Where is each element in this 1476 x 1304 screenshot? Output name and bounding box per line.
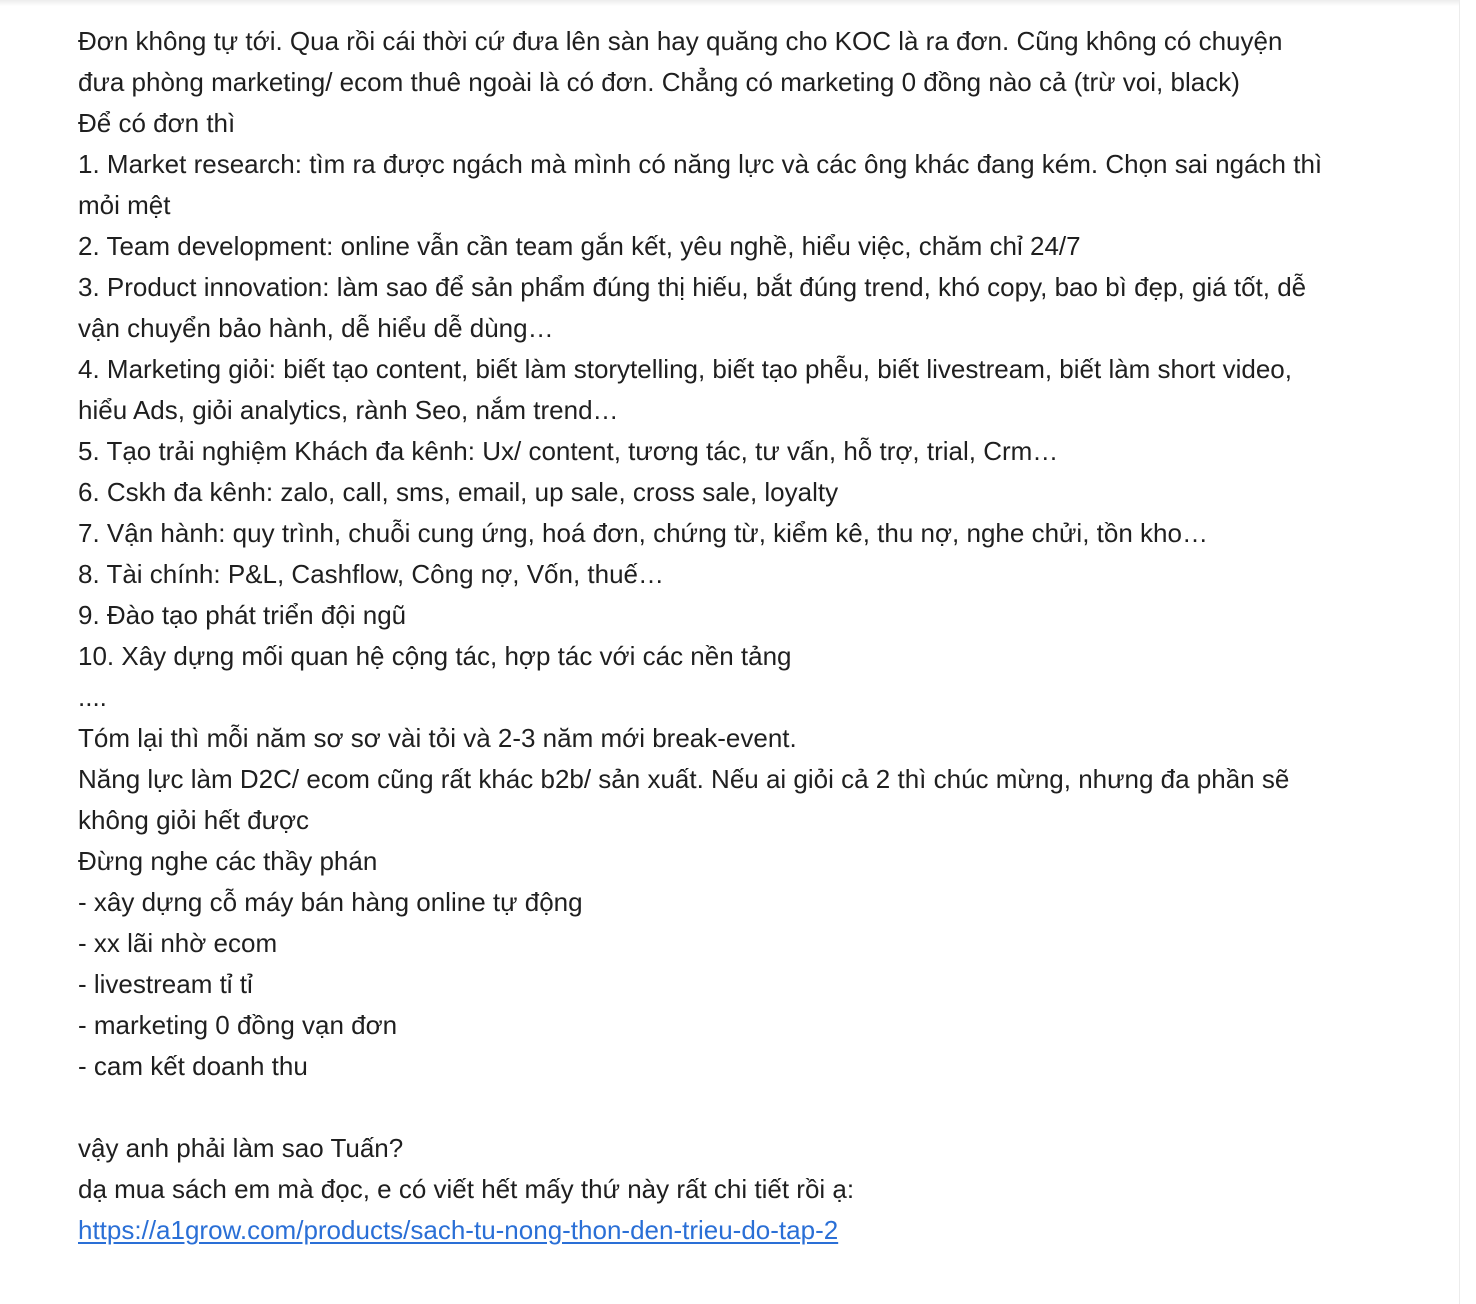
post-paragraph: 6. Cskh đa kênh: zalo, call, sms, email, up sale, cross sale, loyalty xyxy=(78,477,839,507)
post-blank-line xyxy=(78,1087,1328,1128)
post-paragraph: 2. Team development: online vẫn cần team gắn kết, yêu nghề, hiểu việc, chăm chỉ 24/7 xyxy=(78,231,1081,261)
post-paragraph: - livestream tỉ tỉ xyxy=(78,969,253,999)
post-paragraph: 3. Product innovation: làm sao để sản phẩm đúng thị hiếu, bắt đúng trend, khó copy, bao bì đẹp, giá tốt, dễ vận chuyển bảo hành, dễ hiểu dễ dùng… xyxy=(78,272,1314,343)
post-paragraph: dạ mua sách em mà đọc, e có viết hết mấy thứ này rất chi tiết rồi ạ: xyxy=(78,1174,855,1204)
post-paragraph: 10. Xây dựng mối quan hệ cộng tác, hợp tác với các nền tảng xyxy=(78,641,792,671)
post-paragraph: .... xyxy=(78,682,107,712)
post-paragraph: 8. Tài chính: P&L, Cashflow, Công nợ, Vốn, thuế… xyxy=(78,559,665,589)
post-paragraph: Đơn không tự tới. Qua rồi cái thời cứ đưa lên sàn hay quăng cho KOC là ra đơn. Cũng không có chuyện đưa phòng marketing/ ecom thuê ngoài là có đơn. Chẳng có marketing 0 đồng nào cả (trừ voi, black) xyxy=(78,26,1290,97)
post-paragraph: 5. Tạo trải nghiệm Khách đa kênh: Ux/ content, tương tác, tư vấn, hỗ trợ, trial, Crm… xyxy=(78,436,1059,466)
post-paragraph: vậy anh phải làm sao Tuấn? xyxy=(78,1133,404,1163)
post-paragraph: 1. Market research: tìm ra được ngách mà mình có năng lực và các ông khác đang kém. Chọn sai ngách thì mỏi mệt xyxy=(78,149,1330,220)
post-paragraph: - marketing 0 đồng vạn đơn xyxy=(78,1010,398,1040)
book-product-link[interactable]: https://a1grow.com/products/sach-tu-nong-thon-den-trieu-do-tap-2 xyxy=(78,1215,839,1245)
post-paragraph: 9. Đào tạo phát triển đội ngũ xyxy=(78,600,407,630)
post-paragraph: 7. Vận hành: quy trình, chuỗi cung ứng, hoá đơn, chứng từ, kiểm kê, thu nợ, nghe chửi, tồn kho… xyxy=(78,518,1208,548)
page-top-shadow xyxy=(0,0,1460,6)
post-paragraph: Tóm lại thì mỗi năm sơ sơ vài tỏi và 2-3 năm mới break-event. xyxy=(78,723,797,753)
post-paragraph: - xây dựng cỗ máy bán hàng online tự động xyxy=(78,887,583,917)
post-paragraph: 4. Marketing giỏi: biết tạo content, biết làm storytelling, biết tạo phễu, biết livestream, biết làm short video, hiểu Ads, giỏi analytics, rành Seo, nắm trend… xyxy=(78,354,1300,425)
scrollbar-track[interactable] xyxy=(1459,0,1476,1304)
post-paragraph: - xx lãi nhờ ecom xyxy=(78,928,278,958)
post-paragraph: Đừng nghe các thầy phán xyxy=(78,846,378,876)
post-paragraph: - cam kết doanh thu xyxy=(78,1051,308,1081)
post-body xyxy=(78,21,1328,1251)
post-paragraph: Năng lực làm D2C/ ecom cũng rất khác b2b/ sản xuất. Nếu ai giỏi cả 2 thì chúc mừng, nhưng đa phần sẽ không giỏi hết được xyxy=(78,764,1297,835)
post-paragraph: Để có đơn thì xyxy=(78,108,236,138)
